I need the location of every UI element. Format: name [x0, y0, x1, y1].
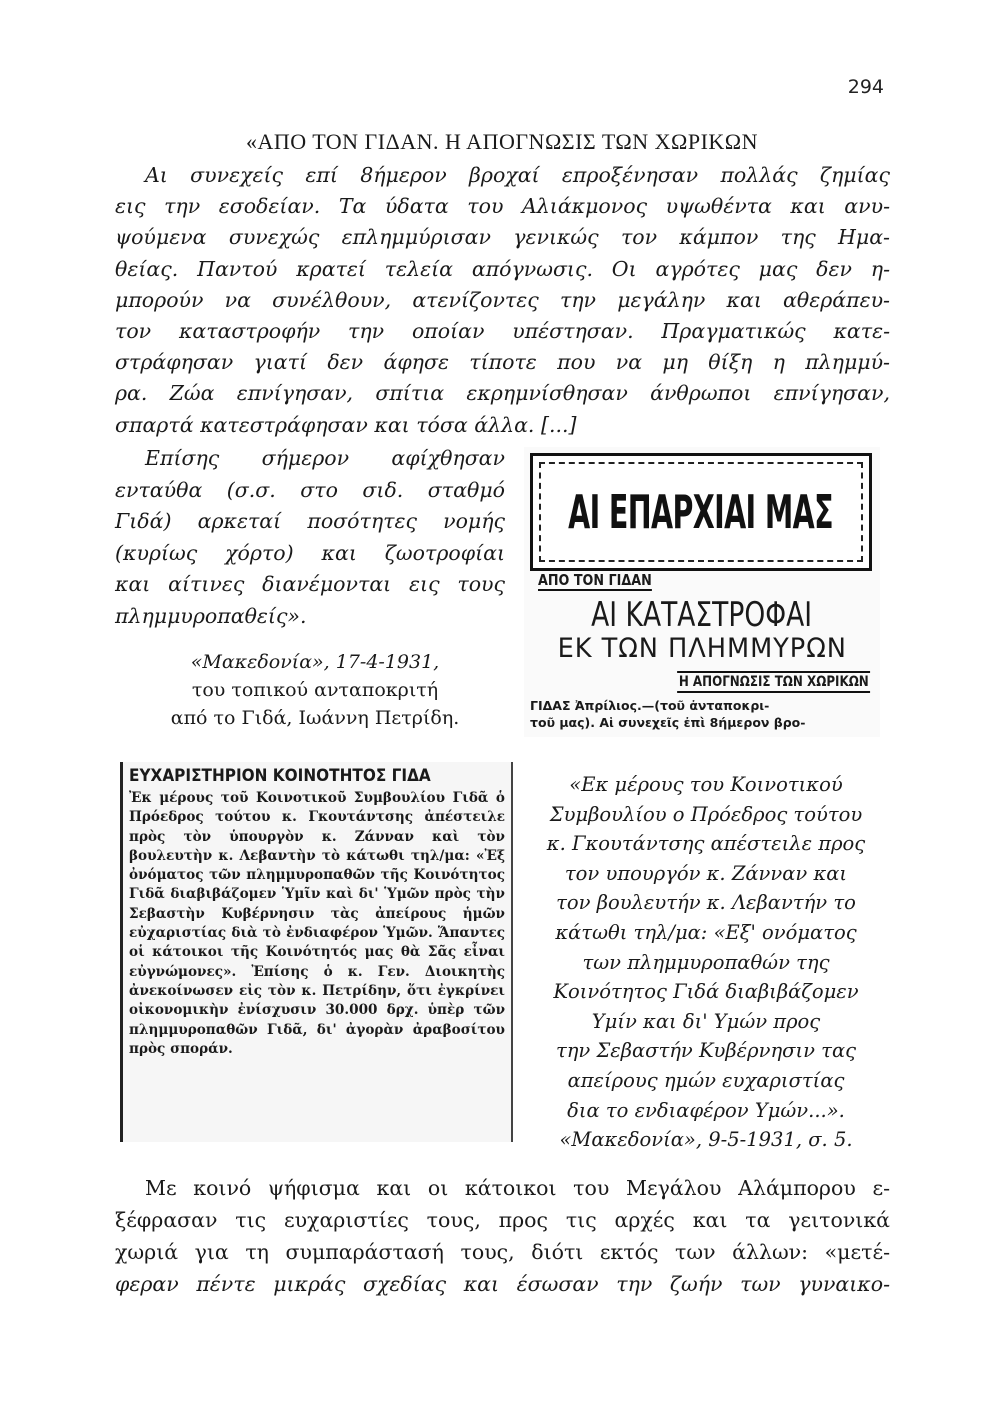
right-column-transcription	[520, 770, 892, 1155]
clipping-body-line: τοῦ μας). Αἱ συνεχεῖς ἐπὶ 8ήμερον βρο-	[530, 715, 806, 730]
clipping-headline-2: ΕΚ ΤΩΝ ΠΛΗΜΜΥΡΩΝ	[557, 633, 847, 664]
page-number: 294	[847, 76, 884, 98]
clipping-body-line: ΓΙΔΑΣ Ἀπρίλιος.—(τοῦ ἀνταποκρι-	[530, 698, 770, 713]
left-line: Γιδά) αρκεταί ποσότητες νομής	[115, 509, 505, 533]
right-line: απείρους ημών ευχαριστίας	[567, 1068, 845, 1092]
quote-line: εις την εσοδείαν. Τα ύδατα του Αλιάκμονος υψωθέντα και ανυ-	[115, 194, 890, 219]
right-line: «Εκ μέρους του Κοινοτικού	[569, 773, 843, 796]
quote-line: ρα. Ζώα επνίγησαν, σπίτια εκρημνίσθησαν άνθρωποι επνίγησαν,	[115, 381, 890, 406]
left-line: πλημμυροπαθείς».	[115, 603, 307, 628]
right-line: Κοινότητος Γιδά διαβιβάζομεν	[553, 980, 859, 1004]
newspaper-quote	[115, 160, 890, 441]
left-line: (κυρίως χόρτο) και ζωοτροφίαι	[115, 540, 505, 565]
paragraph-line: φεραν πέντε μικράς σχεδίας και έσωσαν την ζωήν των γυναικο-	[115, 1272, 890, 1296]
paragraph-line: χωριά για τη συμπαράστασή τους, διότι εκτός των άλλων: «μετέ-	[115, 1240, 890, 1264]
clipping-subhead: ΑΠΟ ΤΟΝ ΓΙΔΑΝ	[538, 571, 652, 589]
left-line: και αίτινες διανέμονται εις τους	[115, 572, 505, 596]
right-line: των πλημμυροπαθών της	[582, 950, 830, 974]
source-citation-left	[150, 648, 480, 732]
left-line: ενταύθα (σ.σ. στο σιδ. σταθμό	[115, 477, 505, 502]
clipping-body	[530, 697, 875, 731]
banner-title: ΑΙ ΕΠΑΡΧΙΑΙ ΜΑΣ	[568, 485, 834, 539]
newspaper-clipping-thanks	[120, 762, 513, 1142]
quote-line: μπορούν να συνέλθουν, ατενίζοντες την μεγάλην και αθεράπευ-	[115, 287, 890, 312]
left-line: Επίσης σήμερον αφίχθησαν	[145, 446, 505, 470]
newspaper-clipping-headline	[524, 447, 880, 737]
quote-line: σπαρτά κατεστράφησαν και τόσα άλλα. [...]	[115, 412, 577, 437]
clipping-headline-3: Η ΑΠΟΓΝΩΣΙΣ ΤΩΝ ΧΩΡΙΚΩΝ	[677, 671, 870, 693]
right-line: τον βουλευτήν κ. Λεβαντήν το	[556, 891, 856, 915]
paragraph-line: ξέφρασαν τις ευχαριστίες τους, προς τις αρχές και τα γειτονικά	[115, 1208, 890, 1232]
source-line: του τοπικού ανταποκριτή	[191, 679, 439, 701]
right-line: την Σεβαστήν Κυβέρνησιν τας	[555, 1039, 857, 1063]
right-line: κ. Γκουτάντσης απέστειλε προς	[546, 832, 866, 856]
right-line: «Μακεδονία», 9-5-1931, σ. 5.	[559, 1128, 853, 1152]
banner-border	[539, 462, 863, 562]
quote-line: στράφησαν γιατί δεν άφησε τίποτε που να μη θίξη η πλημμύ-	[115, 350, 890, 375]
right-line: Συμβουλίου ο Πρόεδρος τούτου	[549, 802, 863, 826]
right-line: κάτωθι τηλ/μα: «Εξ' ονόματος	[555, 920, 857, 944]
right-line: τον υπουργόν κ. Ζάνναν και	[564, 861, 848, 885]
quote-line: τον καταστροφήν την οποίαν υπέστησαν. Πραγματικώς κατε-	[115, 319, 890, 344]
closing-paragraph	[115, 1172, 890, 1300]
right-line: Υμίν και δι' Υμών προς	[591, 1009, 821, 1033]
section-heading: «ΑΠΟ ΤΟΝ ΓΙΔΑΝ. Η ΑΠΟΓΝΩΣΙΣ ΤΩΝ ΧΩΡΙΚΩΝ	[245, 129, 759, 154]
right-line: δια το ενδιαφέρον Υμών...».	[567, 1098, 845, 1122]
clipping-title: ΕΥΧΑΡΙΣΤΗΡΙΟΝ ΚΟΙΝΟΤΗΤΟΣ ΓΙΔΑ	[129, 766, 431, 786]
source-line: από το Γιδά, Ιωάννη Πετρίδη.	[170, 707, 460, 729]
quote-line: Αι συνεχείς επί 8ήμερον βροχαί επροξένησαν πολλάς ζημίας	[145, 163, 890, 187]
clipping-body: Ἐκ μέρους τοῦ Κοινοτικοῦ Συμβουλίου Γιδᾶ ὁ Πρόεδρος τούτου κ. Γκουτάντσης ἀπέστειλε πρὸς τὸν ὑπουργὸν κ. Ζάνναν καὶ τὸν βουλευτὴν κ. Λεβαντὴν τὸ κάτωθι τηλ/μα: «Ἐξ ὀνόματος τῶν πλημμυροπαθῶν τῆς Κοινότητος Γιδᾶ διαβιβάζομεν Ὑμῖν καὶ δι' Ὑμῶν πρὸς τὴν Σεβαστὴν Κυβέρνησιν τὰς ἀπείρους ἡμῶν εὐχαριστίας διὰ τὸ ἐνδιαφέρον Ὑμῶν. Ἅπαντες οἱ κάτοικοι τῆς Κοινότητός μας θὰ Σᾶς εἶναι εὐγνώμονες». Ἐπίσης ὁ κ. Γεν. Διοικητὴς ἀνεκοίνωσεν εἰς τὸν κ. Πετρίδην, ὅτι ἐγκρίνει οἰκονομικὴν ἐνίσχυσιν 30.000 δρχ. ὑπὲρ τῶν πλημμυροπαθῶν Γιδᾶ, δι' ἀγορὰν ἀραβοσίτου πρὸς σποράν.	[129, 790, 505, 1057]
quote-line: θείας. Παντού κρατεί τελεία απόγνωσις. Οι αγρότες μας δεν η-	[115, 256, 890, 281]
clipping-banner	[530, 453, 872, 571]
left-column-text	[115, 443, 505, 632]
clipping-headline-1: ΑΙ ΚΑΤΑΣΤΡΟΦΑΙ	[591, 595, 813, 635]
paragraph-line: Με κοινό ψήφισμα και οι κάτοικοι του Μεγάλου Αλάμπορου ε-	[145, 1176, 890, 1200]
source-line: «Μακεδονία», 17-4-1931,	[190, 651, 440, 673]
quote-line: ψούμενα συνεχώς επλημμύρισαν γενικώς τον κάμπον της Ημα-	[115, 225, 890, 250]
